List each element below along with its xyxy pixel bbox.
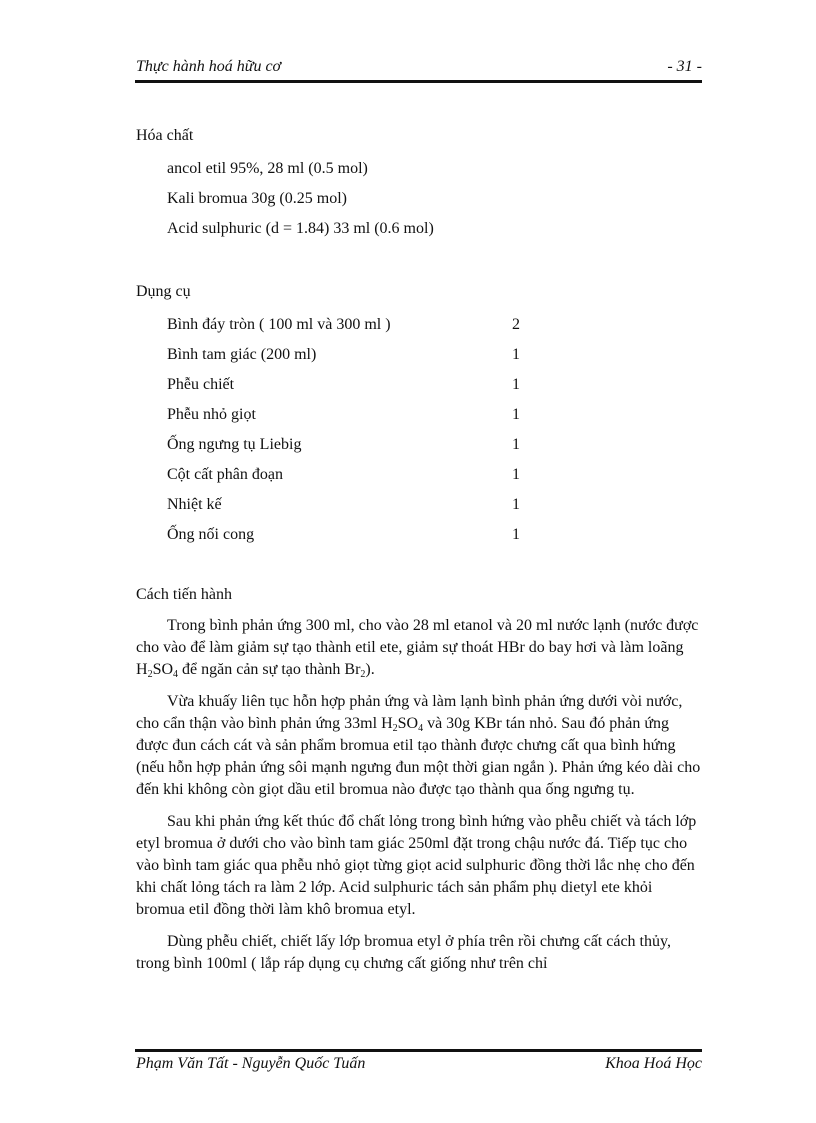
procedure-paragraph-1: Trong bình phản ứng 300 ml, cho vào 28 ml etanol và 20 ml nước lạnh (nước được cho vào để làm giảm sự tạo thành etil ete, giảm sự thoát HBr do bay hơi và làm loãng $H_2SO_4$ để ngăn cản sự tạo thành $Br_2$). xyxy=(136,617,699,680)
equipment-item xyxy=(136,310,702,340)
header-rule xyxy=(135,80,702,83)
page-header xyxy=(136,58,702,76)
equipment-name: Ống nối cong xyxy=(167,526,255,543)
equipment-qty: 1 xyxy=(512,346,520,363)
equipment-item xyxy=(136,370,702,400)
equipment-name: Cột cất phân đoạn xyxy=(167,466,283,483)
equipment-qty: 1 xyxy=(512,376,520,393)
chemicals-list xyxy=(136,154,702,244)
equipment-name: Bình tam giác (200 ml) xyxy=(167,346,317,363)
procedure-paragraph-4: Dùng phễu chiết, chiết lấy lớp bromua etyl ở phía trên rồi chưng cất cách thủy, trong bình 100ml ( lắp ráp dụng cụ chưng cất giống như trên chỉ xyxy=(136,933,671,972)
chemicals-title: Hóa chất xyxy=(136,127,194,144)
footer-rule xyxy=(135,1049,702,1052)
equipment-item xyxy=(136,520,702,550)
equipment-name: Ống ngưng tụ Liebig xyxy=(167,436,302,453)
equipment-qty: 1 xyxy=(512,406,520,423)
equipment-qty: 1 xyxy=(512,526,520,543)
header-title: Thực hành hoá hữu cơ xyxy=(136,58,282,75)
equipment-qty: 1 xyxy=(512,496,520,513)
equipment-name: Nhiệt kế xyxy=(167,496,222,513)
chemical-item: ancol etil 95%, 28 ml (0.5 mol) xyxy=(167,160,368,177)
equipment-name: Phễu chiết xyxy=(167,376,235,393)
page-content xyxy=(136,124,702,985)
page-number: - 31 - xyxy=(667,58,702,75)
footer-department: Khoa Hoá Học xyxy=(605,1055,702,1072)
chemical-item: Acid sulphuric (d = 1.84) 33 ml (0.6 mol) xyxy=(167,220,434,237)
procedure-title: Cách tiến hành xyxy=(136,586,232,603)
equipment-item xyxy=(136,460,702,490)
equipment-item xyxy=(136,430,702,460)
equipment-item xyxy=(136,490,702,520)
equipment-name: Bình đáy tròn ( 100 ml và 300 ml ) xyxy=(167,316,391,333)
equipment-qty: 1 xyxy=(512,436,520,453)
footer-authors: Phạm Văn Tất - Nguyễn Quốc Tuấn xyxy=(136,1055,366,1072)
equipment-item xyxy=(136,400,702,430)
procedure-paragraph-3: Sau khi phản ứng kết thúc đổ chất lỏng trong bình hứng vào phễu chiết và tách lớp etyl bromua ở dưới cho vào bình tam giác 250ml đặt trong chậu nước đá. Tiếp tục cho vào bình tam giác qua phễu nhỏ giọt từng giọt acid sulphuric đồng thời lắc nhẹ cho đến khi chất lỏng tách ra làm 2 lớp. Acid sulphuric tách sản phẩm phụ dietyl ete khỏi bromua etil đồng thời làm khô bromua etyl. xyxy=(136,813,697,918)
page-footer xyxy=(136,1055,702,1073)
equipment-name: Phễu nhỏ giọt xyxy=(167,406,256,423)
equipment-title: Dụng cụ xyxy=(136,283,191,300)
equipment-qty: 1 xyxy=(512,466,520,483)
equipment-item xyxy=(136,340,702,370)
procedure-paragraph-2: Vừa khuấy liên tục hỗn hợp phản ứng và làm lạnh bình phản ứng dưới vòi nước, cho cẩn thận vào bình phản ứng 33ml $H_2SO_4$ và 30g KBr tán nhỏ. Sau đó phản ứng được đun cách cát và sản phẩm bromua etil tạo thành được chưng cất qua bình hứng (nếu hỗn hợp phản ứng sôi mạnh ngưng đun một thời gian ngắn ). Phản ứng kéo dài cho đến khi không còn giọt dầu etil bromua nào được tạo thành qua ống ngưng tụ. xyxy=(136,693,701,798)
chemical-item: Kali bromua 30g (0.25 mol) xyxy=(167,190,347,207)
equipment-qty: 2 xyxy=(512,316,520,333)
equipment-list xyxy=(136,310,702,550)
